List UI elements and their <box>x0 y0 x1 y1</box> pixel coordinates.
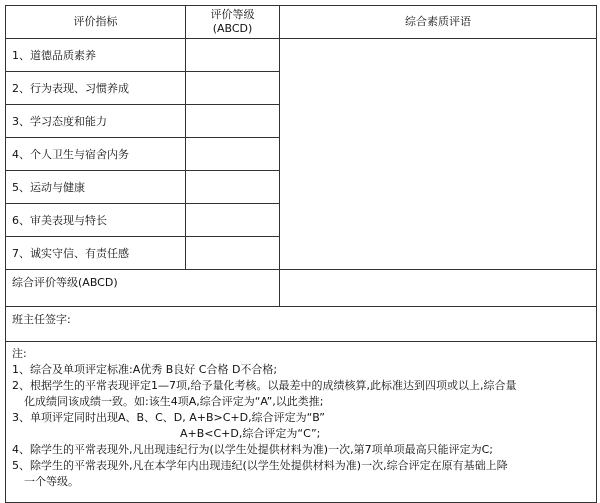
indicator-label: 1、道德品质素养 <box>6 39 186 72</box>
grade-cell[interactable] <box>186 105 280 138</box>
indicator-label: 2、行为表现、习惯养成 <box>6 72 186 105</box>
header-grade <box>186 6 280 39</box>
table-row <box>6 39 597 72</box>
indicator-label: 3、学习态度和能力 <box>6 105 186 138</box>
grade-cell[interactable] <box>186 237 280 270</box>
note-line: 4、除学生的平常表现外,凡出现违纪行为(以学生处提供材料为准)一次,第7项单项最高只能评定为C; <box>12 443 493 456</box>
grade-cell[interactable] <box>186 39 280 72</box>
teacher-sign-label: 班主任签字: <box>6 307 597 342</box>
indicator-label: 5、运动与健康 <box>6 171 186 204</box>
notes-title: 注: <box>12 347 27 360</box>
teacher-sign-row <box>6 307 597 342</box>
note-line: 2、根据学生的平常表现评定1—7项,给予量化考核。以最差中的成绩核算,此标准达到四项或以上,综合量 <box>12 379 517 392</box>
note-line: A+B<C+D,综合评定为“C”; <box>180 427 321 440</box>
indicator-label: 7、诚实守信、有责任感 <box>6 237 186 270</box>
note-line: 3、单项评定同时出现A、B、C、D, A+B>C+D,综合评定为“B” <box>12 411 325 424</box>
indicator-label: 4、个人卫生与宿舍内务 <box>6 138 186 171</box>
overall-grade-cell[interactable] <box>280 270 597 307</box>
header-comment: 综合素质评语 <box>280 6 597 39</box>
overall-row <box>6 270 597 307</box>
header-grade-line2: (ABCD) <box>212 22 253 35</box>
grade-cell[interactable] <box>186 171 280 204</box>
note-line: 1、综合及单项评定标准:A优秀 B良好 C合格 D不合格; <box>12 363 278 376</box>
comment-cell[interactable] <box>280 39 597 270</box>
indicator-label: 6、审美表现与特长 <box>6 204 186 237</box>
note-line: 化成绩同该成绩一致。如:该生4项A,综合评定为“A”,以此类推; <box>24 395 324 408</box>
notes-cell <box>6 342 597 503</box>
grade-cell[interactable] <box>186 138 280 171</box>
note-line: 5、除学生的平常表现外,凡在本学年内出现违纪(以学生处提供材料为准)一次,综合评定在原有基础上降 <box>12 459 508 472</box>
overall-grade-label: 综合评价等级(ABCD) <box>6 270 280 307</box>
grade-cell[interactable] <box>186 72 280 105</box>
header-indicator: 评价指标 <box>6 6 186 39</box>
header-grade-line1: 评价等级 <box>210 8 255 21</box>
notes-row <box>6 342 597 503</box>
grade-cell[interactable] <box>186 204 280 237</box>
evaluation-table <box>5 5 597 503</box>
note-line: 一个等级。 <box>24 475 79 488</box>
header-row <box>6 6 597 39</box>
